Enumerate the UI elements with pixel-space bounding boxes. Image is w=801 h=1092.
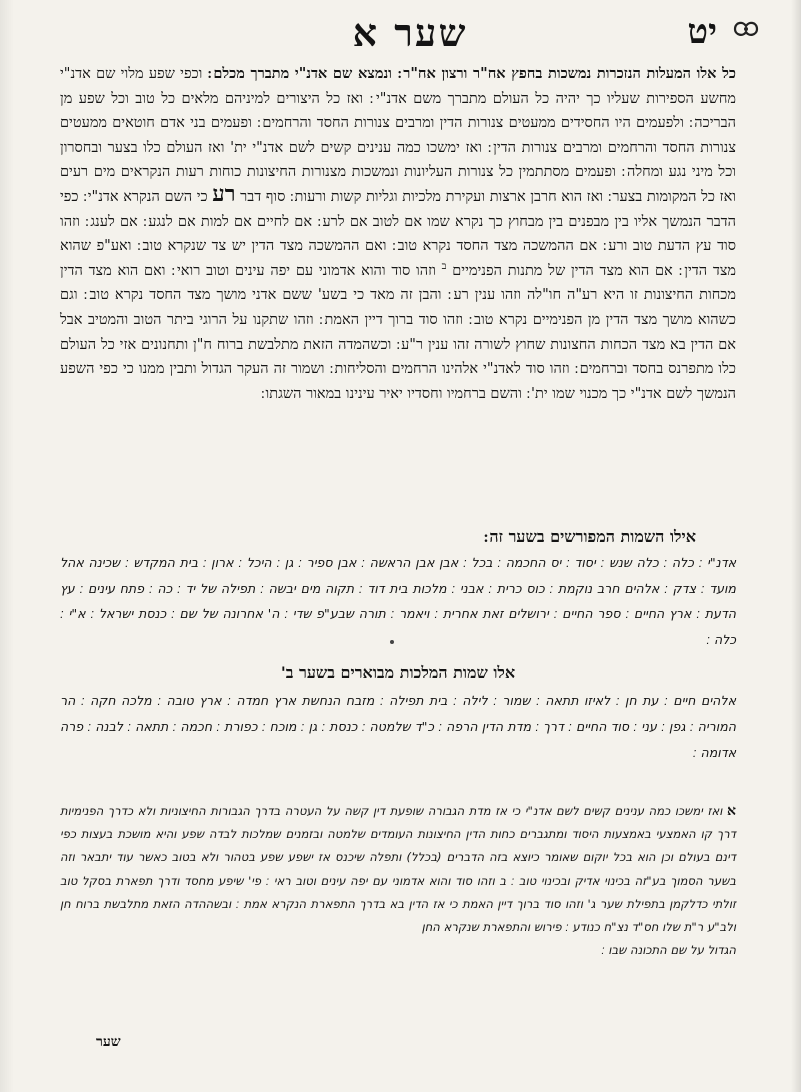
section-divider-dot [390, 640, 394, 644]
main-paragraph [60, 62, 736, 406]
opening-sentence: כל אלו המעלות הנזכרות נמשכות בחפץ אח"ר ורצון אח"ר ׃ ונמצא שם אדנ"י מתברך מכלם ׃ [207, 65, 737, 82]
folio-number: יט [687, 12, 717, 52]
folio-ornament-icon [731, 18, 761, 40]
names-list-explicit: אדנ"י ׃ כלה ׃ כלה שנש ׃ יסוד ׃ יס החכמה ׃ בכל ׃ אבן אבן הראשה ׃ אבן ספיר ׃ גן ׃ היכל ׃ ארון ׃ בית המקדש ׃ שכינה אהל מועד ׃ צדק ׃ אלהים חרב נוקמת ׃ כוס כרית ׃ אבני ׃ מלכות בית דוד ׃ תקוה מים יבשה ׃ תפילה של יד ׃ כה ׃ פתח עינים ׃ עץ הדעת ׃ ארץ החיים ׃ ספר החיים ׃ ירושלים זאת אחרית ׃ ויאמר ׃ תורה שבע"פ שדי ׃ ה' אחרונה של שם ׃ כנסת ישראל ׃ א"י ׃ כלה ׃ [60, 555, 736, 647]
emphasized-word: רע [212, 180, 236, 207]
footnote-mark: א [727, 803, 737, 819]
section-heading-malchut-names: אלו שמות המלכות מבוארים בשער ב' [280, 663, 516, 682]
body-text-part-1: וכפי שפע מלוי שם אדנ"י מחשע הספירות שעליו כך יהיה כל העולם מתברך משם אדנ"י ׃ ואז כל היצורים למיניהם מלאים כל טוב וכל שפע מן הבריכה ׃ ולפעמים היו החסידים ממעטים צנורות הדין ומרבים צנורות החסד והרחמים ׃ ופעמים בני אדם חוטאים ממעטים צנורות החסד והרחמים ומרבים צנורות הדין ׃ ואז ימשכו כמה ענינים קשים לשם אדנ"י ית' ואז העולם כלו בצער ובחסרון וכל מיני נגע ומחלה ׃ ופעמים מסתתמין כל צנורות העליונות ונמשכות מצנורות החיצונות כוחות רעות הנקראים מים רעים ואז כל המקומות בצער ׃ ואז הוא חרבן ארצות ועקירת מלכיות וגליות קשות ורעות ׃ סוף דבר [60, 66, 737, 205]
body-text-part-2: כי השם הנקרא אדנ"י ׃ כפי הדבר הנמשך אליו בין מבפנים בין מבחוץ כך נקרא שמו אם לטוב אם לרע ׃ אם לחיים אם למות אם לנגע ׃ אם לענג ׃ וזהו סוד עץ הדעת טוב ורע ׃ אם ההמשכה מצד החסד נקרא טוב ׃ ואם ההמשכה מצד הדין יש צד שנקרא טוב ׃ ואע"פ שהוא מצד הדין ׃ אם הוא מצד הדין של מתנות הפנימיים [60, 188, 737, 279]
page-header [0, 6, 801, 58]
main-text-block [60, 62, 736, 406]
body-text-part-3: וזהו סוד והוא אדמוני עם יפה עינים וטוב רואי ׃ ואם הוא מצד הדין מכחות החיצונות זו היא רע"ה חו"לה וזהו ענין רע ׃ והבן זה מאד כי בשע' ששם אדני מושך מצד החסד נקרא טוב ׃ וגם כשהוא מושך מצד הדין מן הפנימיים נקרא טוב ׃ וזהו סוד ברוך דיין האמת ׃ וזהו שתקנו על הרוגי ביתר הטוב והמטיב אבל אם הדין בא מצד הכחות החצונות שחוץ לשורה זהו ענין ר"ע ׃ וכשהמדה הזאת מתלבשת ברוח ח"ן ותחנונים אזי כל העולם כלו מתפרנס בחסד וברחמים ׃ וזהו סוד לאדנ"י אלהינו הרחמים והסליחות ׃ ושמור זה העקר הגדול ותבין ממנו כי כפי השפע הנמשך לשם אדנ"י כך מכנוי שמו ית' ׃ והשם ברחמיו וחסדיו יאיר עינינו במאור השגתו ׃ [60, 262, 736, 402]
gate-title: שער א [352, 10, 468, 55]
footnote-last-line: הגדול על שם התכונה שבו ׃ [601, 943, 736, 958]
catchword: שער [96, 1034, 121, 1050]
footnote-reference-mark: ב [441, 260, 447, 272]
section-heading-explicit-names: אילו השמות המפורשים בשער זה ׃ [483, 527, 696, 546]
names-list-malchut: אלהים חיים ׃ עת חן ׃ לאיזו תתאה ׃ שמור ׃ לילה ׃ בית תפילה ׃ מזבח הנחשת ארץ חמדה ׃ ארץ טובה ׃ מלכה חקה ׃ הר המוריה ׃ גפן ׃ עני ׃ סוד החיים ׃ דרך ׃ מדת הדין הרפה ׃ כ"ד שלמטה ׃ כנסת ׃ גן ׃ מוכח ׃ כפורת ׃ חכמה ׃ תתאה ׃ לבנה ׃ פרה אדומה ׃ [60, 693, 736, 760]
footnote-text: ואז ימשכו כמה ענינים קשים לשם אדנ"י כי אז מדת הגבורה שופעת דין קשה על העטרה בדרך הגבורות החיצוניות ולא כדרך הפנימיות דרך קו האמצעי באמצעות היסוד ומתגברים כחות הדין החיצונות העומדים שלמטה ובזמנים שמלכות לבדה שפע והיא מושכת בעצות כפי דינם בעולם וכן הוא בכל יוקום שאומר כיוצא בזה הדברים (בכלל) ותפלה שיכנס אז ישפע שפע בטהור ולא בטוב כאשר עוד יתבאר וזה בשער הסמוך בע"זה בכינוי אדיק ובכינוי טוב ׃ ב וזהו סוד והוא אדמוני עם יפה עינים וטוב ראי ׃ פי' שיפע מחסד ודרך תפארת בסקל טוב זולתי כדלקמן בתפילת שער ג' וזהו סוד ברוך דיין האמת כי אז הדין בא בדרך התפארת הנקרא אמת ׃ ובשההדה הזאת מתלבשת ברוח חן ולב"ע ר"ת שלו חס"ד נצ"ח כנודע ׃ פירוש והתפארת שנקרא החן [60, 804, 736, 935]
footnote-block [60, 800, 736, 962]
